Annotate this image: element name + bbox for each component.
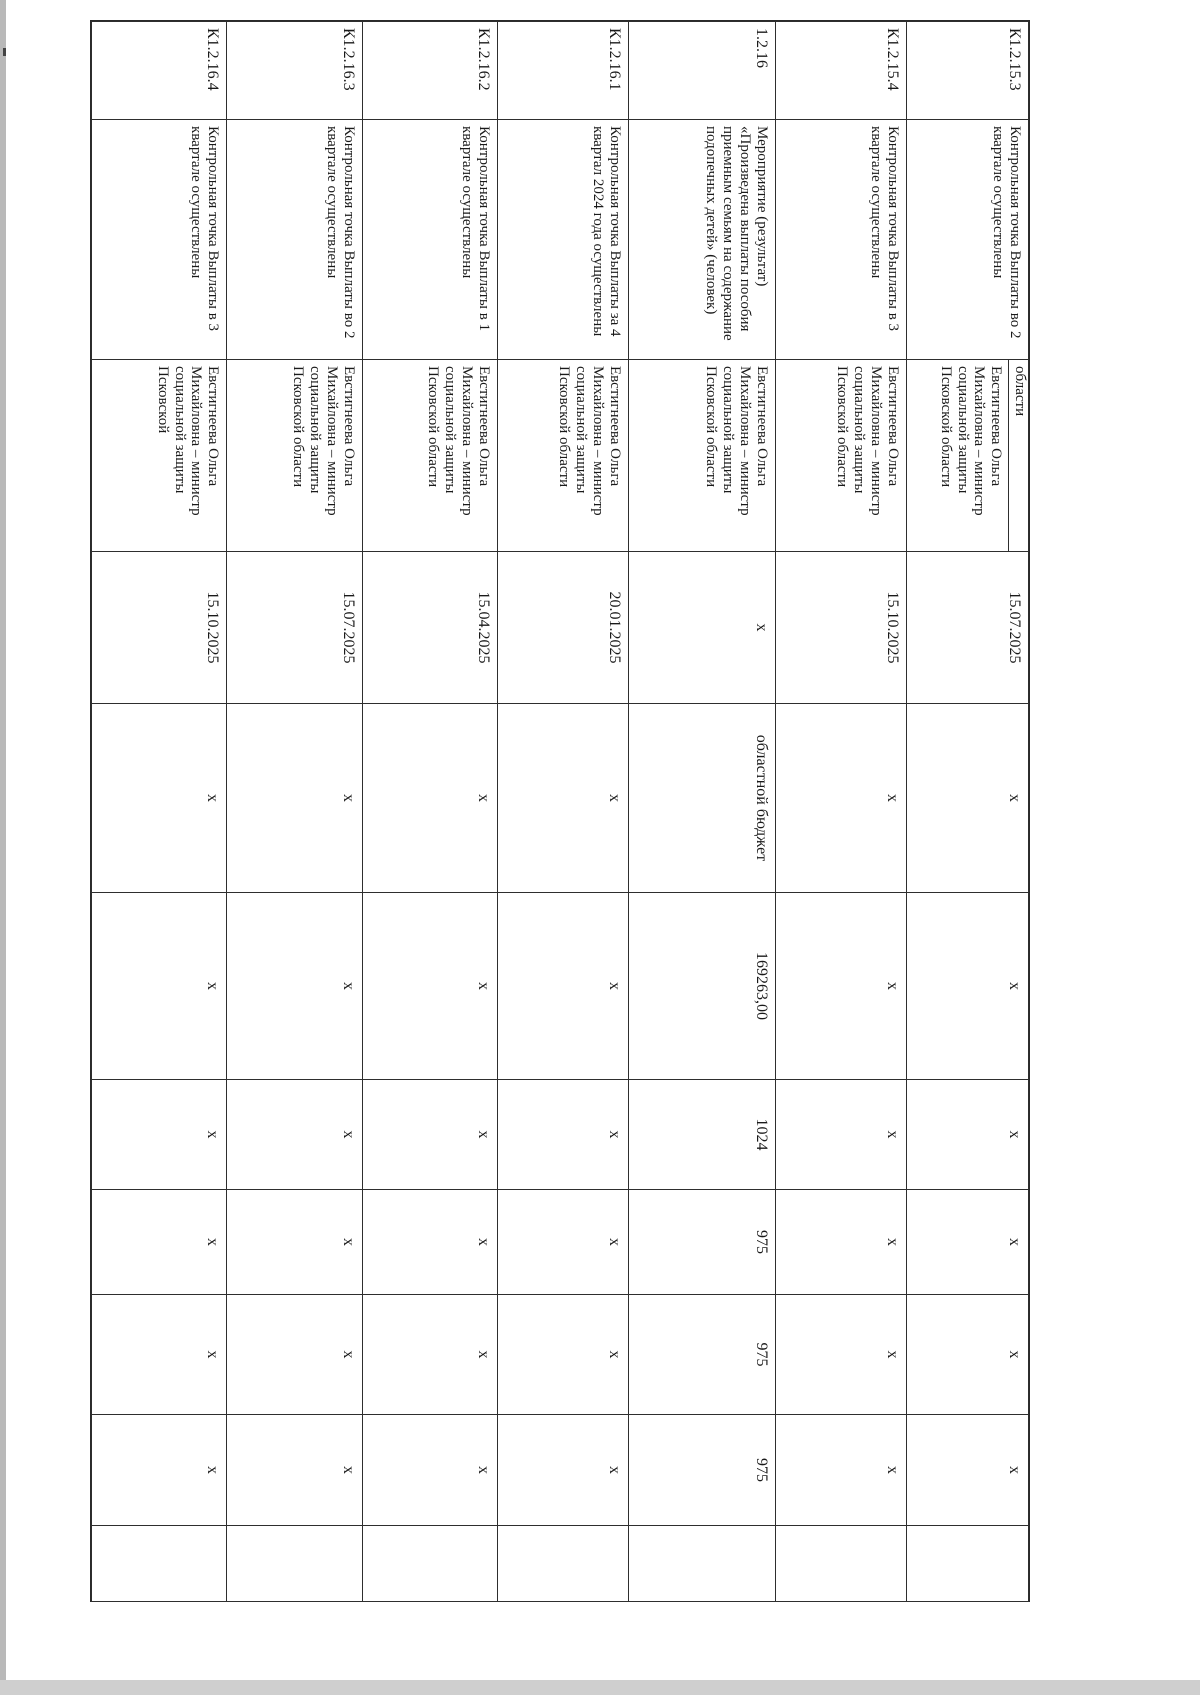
row-id: К1.2.16.1: [497, 22, 628, 120]
row-value-3: x: [362, 1295, 497, 1415]
row-id: К1.2.16.4: [92, 22, 227, 120]
results-table: [91, 21, 1029, 1602]
row-name: Мероприятие (результат) «Произведена выплаты пособия приемным семьям на содержание подопечных детей» (человек): [628, 120, 775, 360]
rotated-table-container: [91, 21, 1029, 1601]
table-row: [92, 22, 227, 1602]
row-date: 15.07.2025: [227, 552, 362, 704]
row-source: x: [775, 704, 906, 893]
row-responsible: Евстигнеева Ольга Михайловна – министр социальной защиты Псковской области: [628, 360, 775, 552]
row-value-4: x: [92, 1415, 227, 1526]
row-name: Контрольная точка Выплаты в 1 квартале осуществлены: [362, 120, 497, 360]
row-value-2: x: [227, 1190, 362, 1295]
row-amount: x: [362, 893, 497, 1080]
row-value-3: x: [92, 1295, 227, 1415]
row-value-4: 975: [628, 1415, 775, 1526]
row-date: 15.04.2025: [362, 552, 497, 704]
row-value-2: x: [362, 1190, 497, 1295]
row-source: x: [92, 704, 227, 893]
row-amount: x: [497, 893, 628, 1080]
row-value-4: x: [906, 1415, 1028, 1526]
row-source: x: [497, 704, 628, 893]
scan-mark: [3, 48, 6, 56]
row-responsible: Евстигнеева Ольга Михайловна – министр социальной защиты Псковской области: [362, 360, 497, 552]
row-source: x: [362, 704, 497, 893]
row-value-3: x: [906, 1295, 1028, 1415]
row-id: К1.2.16.2: [362, 22, 497, 120]
row-source: x: [227, 704, 362, 893]
row-id: 1.2.16: [628, 22, 775, 120]
row-value-4: x: [227, 1415, 362, 1526]
row-value-4: x: [775, 1415, 906, 1526]
row-amount: x: [775, 893, 906, 1080]
row-source: x: [906, 704, 1028, 893]
table-row: [497, 22, 628, 1602]
row-responsible: Евстигнеева Ольга Михайловна – министр социальной защиты Псковской области: [497, 360, 628, 552]
row-date: 15.07.2025: [906, 552, 1028, 704]
row-empty-cell: [497, 1526, 628, 1602]
scan-edge-bottom: [0, 1680, 1200, 1695]
row-value-2: x: [92, 1190, 227, 1295]
row-amount: x: [227, 893, 362, 1080]
row-empty-cell: [227, 1526, 362, 1602]
row-responsible: Евстигнеева Ольга Михайловна – министр социальной защиты Псковской: [92, 360, 227, 552]
row-empty-cell: [92, 1526, 227, 1602]
row-source: областной бюджет: [628, 704, 775, 893]
row-responsible: [906, 360, 1028, 552]
row-id: К1.2.15.4: [775, 22, 906, 120]
row-value-1: x: [92, 1080, 227, 1190]
row-name: Контрольная точка Выплаты во 2 квартале осуществлены: [227, 120, 362, 360]
row-responsible: Евстигнеева Ольга Михайловна – министр социальной защиты Псковской области: [775, 360, 906, 552]
responsible-tail-prev: области: [1008, 360, 1028, 551]
row-amount: x: [906, 893, 1028, 1080]
row-date: x: [628, 552, 775, 704]
table-row: [227, 22, 362, 1602]
row-empty-cell: [906, 1526, 1028, 1602]
row-value-3: x: [227, 1295, 362, 1415]
row-value-1: x: [497, 1080, 628, 1190]
table-row: [775, 22, 906, 1602]
row-id: К1.2.15.3: [906, 22, 1028, 120]
table-row: [906, 22, 1028, 1602]
row-name: Контрольная точка Выплаты во 2 квартале осуществлены: [906, 120, 1028, 360]
table-row: [628, 22, 775, 1602]
row-value-3: x: [497, 1295, 628, 1415]
row-value-2: 975: [628, 1190, 775, 1295]
row-value-2: x: [497, 1190, 628, 1295]
row-value-4: x: [497, 1415, 628, 1526]
row-empty-cell: [628, 1526, 775, 1602]
row-name: Контрольная точка Выплаты в 3 квартале осуществлены: [775, 120, 906, 360]
table-row: [362, 22, 497, 1602]
row-value-2: x: [906, 1190, 1028, 1295]
row-amount: 169263,00: [628, 893, 775, 1080]
row-responsible-text: Евстигнеева Ольга Михайловна – министр социальной защиты Псковской области: [937, 366, 1005, 516]
row-name: Контрольная точка Выплаты в 3 квартале осуществлены: [92, 120, 227, 360]
row-name: Контрольная точка Выплаты за 4 квартал 2024 года осуществлены: [497, 120, 628, 360]
row-empty-cell: [362, 1526, 497, 1602]
row-date: 20.01.2025: [497, 552, 628, 704]
row-amount: x: [92, 893, 227, 1080]
row-value-3: 975: [628, 1295, 775, 1415]
row-responsible: Евстигнеева Ольга Михайловна – министр социальной защиты Псковской области: [227, 360, 362, 552]
row-date: 15.10.2025: [92, 552, 227, 704]
row-value-1: x: [227, 1080, 362, 1190]
scan-edge-left: [0, 0, 6, 1695]
row-id: К1.2.16.3: [227, 22, 362, 120]
row-value-2: x: [775, 1190, 906, 1295]
row-value-1: 1024: [628, 1080, 775, 1190]
row-value-3: x: [775, 1295, 906, 1415]
row-empty-cell: [775, 1526, 906, 1602]
row-value-1: x: [906, 1080, 1028, 1190]
row-value-1: x: [362, 1080, 497, 1190]
row-value-1: x: [775, 1080, 906, 1190]
row-value-4: x: [362, 1415, 497, 1526]
row-date: 15.10.2025: [775, 552, 906, 704]
